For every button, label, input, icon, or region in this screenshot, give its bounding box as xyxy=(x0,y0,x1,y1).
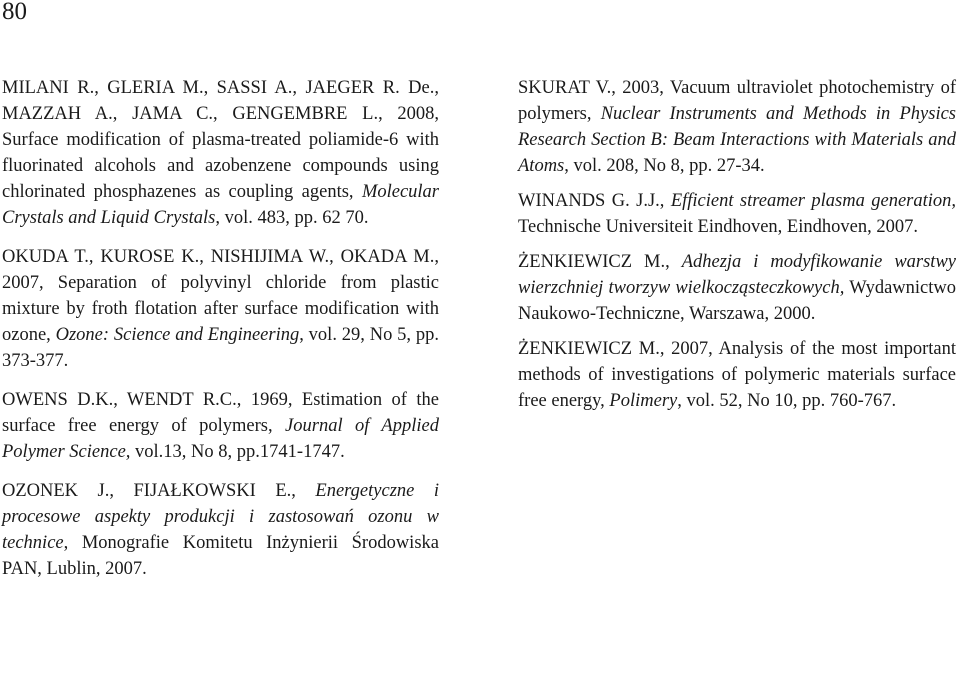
reference-authors: ŻENKIEWICZ M. xyxy=(518,339,660,359)
reference-journal: Nuclear Instruments and Methods in Physics Research Section B: Beam Interactions with Materials and Atoms xyxy=(518,104,957,176)
reference-authors: ŻENKIEWICZ M. xyxy=(518,252,666,272)
reference-details: , vol. 483, pp. 62 70. xyxy=(215,208,369,228)
reference-details: , vol. 52, No 10, pp. 760-767. xyxy=(677,391,897,411)
reference-text: , xyxy=(291,481,316,501)
reference-details: vol.13, No 8, pp.1741-1747. xyxy=(130,442,345,462)
reference-winands xyxy=(518,188,956,240)
page-number: 80 xyxy=(2,0,27,25)
reference-text: , 2003, Vacuum ultraviolet photochemistry of polymers, xyxy=(518,78,956,124)
reference-details: , Monografie Komitetu Inżynierii Środowiska PAN, Lublin, 2007. xyxy=(2,533,439,579)
reference-text: , xyxy=(665,252,682,272)
reference-milani xyxy=(2,75,439,231)
reference-text: , xyxy=(659,191,671,211)
reference-skurat xyxy=(518,75,956,179)
reference-details: Wydawnictwo Naukowo-Techniczne, Warszawa, 2000. xyxy=(518,278,956,324)
references-left-column xyxy=(2,75,439,595)
reference-zenkiewicz-2007 xyxy=(518,336,956,414)
reference-journal: Ozone: Science and Engineering xyxy=(55,325,300,345)
reference-journal: Journal of Applied Polymer Science, xyxy=(2,416,439,462)
reference-authors: OZONEK J., FIJAŁKOWSKI E. xyxy=(2,481,292,501)
reference-title: Energetyczne i procesowe aspekty produkcji i zastosowań ozonu w technice xyxy=(2,481,439,553)
reference-zenkiewicz-2000 xyxy=(518,249,956,327)
reference-text: , 2007, Analysis of the most important methods of investigations of polymeric materials surface free energy, xyxy=(518,339,957,411)
reference-text: , 2008, Surface modification of plasma-treated poliamide-6 with fluorinated alcohols and azobenzene compounds using chlorinated phosphazenes as coupling agents, xyxy=(2,104,440,202)
reference-details: , vol. 29, No 5, pp. 373-377. xyxy=(2,325,439,371)
references-right-column xyxy=(518,75,956,423)
reference-authors: OWENS D.K., WENDT R.C. xyxy=(2,390,237,410)
reference-details: Technische Universiteit Eindhoven, Eindhoven, 2007. xyxy=(518,217,918,237)
reference-details: , vol. 208, No 8, pp. 27-34. xyxy=(564,156,765,176)
reference-journal: Molecular Crystals and Liquid Crystals xyxy=(2,182,439,228)
reference-authors: OKUDA T., KUROSE K., NISHIJIMA W., OKADA M. xyxy=(2,247,435,267)
reference-owens xyxy=(2,387,439,465)
reference-authors: MILANI R., GLERIA M., SASSI A., JAEGER R. De., MAZZAH A., JAMA C., GENGEMBRE L. xyxy=(2,78,439,124)
reference-journal: Polimery xyxy=(609,391,678,411)
reference-okuda xyxy=(2,244,439,374)
reference-title: Adhezja i modyfikowanie warstwy wierzchniej tworzyw wielkocząsteczkowych, xyxy=(518,252,956,298)
reference-title: Efficient streamer plasma generation, xyxy=(670,191,957,211)
reference-authors: WINANDS G. J.J. xyxy=(518,191,660,211)
reference-text: , 1969, Estimation of the surface free energy of polymers, xyxy=(2,390,439,436)
reference-ozonek xyxy=(2,478,439,582)
reference-text: , 2007, Separation of polyvinyl chloride from plastic mixture by froth flotation after surface modification with ozone, xyxy=(2,247,439,345)
reference-authors: SKURAT V. xyxy=(518,78,612,98)
